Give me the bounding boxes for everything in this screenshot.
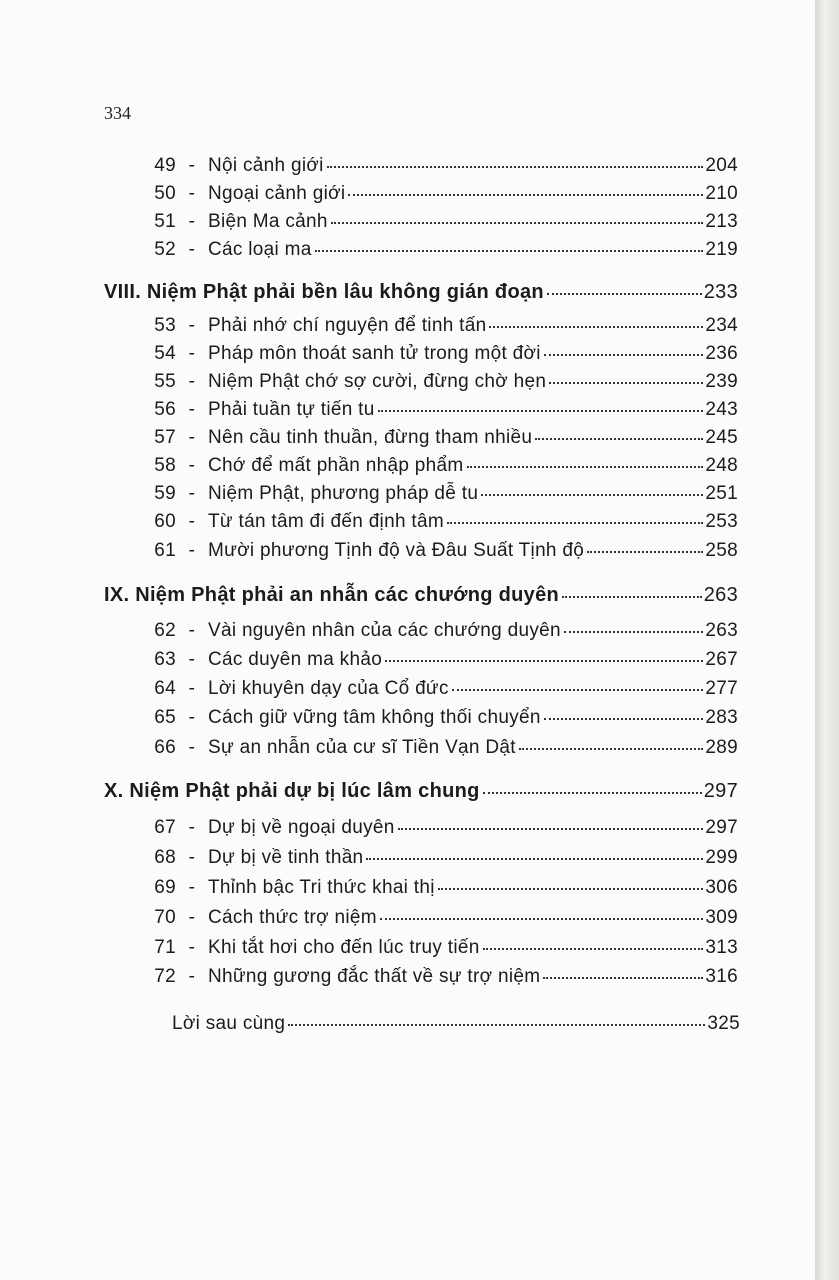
entry-number: 68 bbox=[154, 847, 176, 868]
entry-page: 236 bbox=[705, 343, 738, 364]
entry-page: 313 bbox=[705, 937, 738, 958]
entry-number: 64 bbox=[154, 678, 176, 699]
entry-page: 234 bbox=[705, 315, 738, 336]
entry-number: 69 bbox=[154, 877, 176, 898]
dot-leader bbox=[366, 858, 703, 860]
toc-entry bbox=[140, 455, 738, 477]
entry-dash: - bbox=[188, 540, 196, 561]
entry-title: Nội cảnh giới bbox=[208, 155, 324, 176]
entry-dash: - bbox=[188, 239, 196, 260]
entry-number: 59 bbox=[154, 483, 176, 504]
entry-number: 58 bbox=[154, 455, 176, 476]
entry-number: 66 bbox=[154, 737, 176, 758]
entry-page: 210 bbox=[705, 183, 738, 204]
dot-leader bbox=[547, 293, 702, 295]
toc-entry bbox=[140, 907, 738, 929]
entry-page: 306 bbox=[705, 877, 738, 898]
entry-page: 239 bbox=[705, 371, 738, 392]
dot-leader bbox=[315, 250, 704, 252]
entry-page: 299 bbox=[705, 847, 738, 868]
toc-entry bbox=[140, 817, 738, 839]
toc-entry bbox=[140, 427, 738, 449]
entry-title: Nên cầu tinh thuần, đừng tham nhiều bbox=[208, 427, 533, 448]
entry-number: 60 bbox=[154, 511, 176, 532]
entry-number: 61 bbox=[154, 540, 176, 561]
entry-title: Phải nhớ chí nguyện để tinh tấn bbox=[208, 315, 487, 336]
toc-entry bbox=[140, 239, 738, 261]
entry-page: 243 bbox=[705, 399, 738, 420]
dot-leader bbox=[543, 977, 703, 979]
entry-page: 258 bbox=[705, 540, 738, 561]
entry-dash: - bbox=[188, 649, 196, 670]
page-edge bbox=[815, 0, 839, 1280]
entry-title: Niệm Phật, phương pháp dễ tu bbox=[208, 483, 479, 504]
dot-leader bbox=[564, 631, 704, 633]
entry-number: 65 bbox=[154, 707, 176, 728]
dot-leader bbox=[483, 948, 704, 950]
entry-page: 245 bbox=[705, 427, 738, 448]
entry-dash: - bbox=[188, 937, 196, 958]
dot-leader bbox=[481, 494, 703, 496]
section-title: X. Niệm Phật phải dự bị lúc lâm chung bbox=[104, 780, 480, 802]
toc-entry bbox=[140, 707, 738, 729]
entry-number: 70 bbox=[154, 907, 176, 928]
entry-dash: - bbox=[188, 678, 196, 699]
entry-dash: - bbox=[188, 966, 196, 987]
entry-dash: - bbox=[188, 620, 196, 641]
entry-page: 253 bbox=[705, 511, 738, 532]
dot-leader bbox=[483, 792, 702, 794]
entry-page: 325 bbox=[707, 1013, 740, 1034]
entry-number: 49 bbox=[154, 155, 176, 176]
entry-dash: - bbox=[188, 707, 196, 728]
entry-title: Sự an nhẫn của cư sĩ Tiền Vạn Dật bbox=[208, 737, 516, 758]
entry-title: Ngoại cảnh giới bbox=[208, 183, 346, 204]
entry-title: Dự bị về tinh thần bbox=[208, 847, 364, 868]
entry-dash: - bbox=[188, 511, 196, 532]
entry-number: 50 bbox=[154, 183, 176, 204]
toc-entry bbox=[140, 183, 738, 205]
entry-dash: - bbox=[188, 455, 196, 476]
toc-entry bbox=[140, 937, 738, 959]
entry-title: Khi tắt hơi cho đến lúc truy tiến bbox=[208, 937, 480, 958]
entry-title: Biện Ma cảnh bbox=[208, 211, 328, 232]
entry-title: Vài nguyên nhân của các chướng duyên bbox=[208, 620, 561, 641]
entry-page: 251 bbox=[705, 483, 738, 504]
entry-title: Những gương đắc thất về sự trợ niệm bbox=[208, 966, 541, 987]
entry-title: Chớ để mất phần nhập phẩm bbox=[208, 455, 464, 476]
entry-page: 267 bbox=[705, 649, 738, 670]
toc-section-heading bbox=[104, 281, 738, 304]
entry-number: 56 bbox=[154, 399, 176, 420]
entry-page: 219 bbox=[705, 239, 738, 260]
dot-leader bbox=[288, 1024, 705, 1026]
section-title: VIII. Niệm Phật phải bền lâu không gián đoạn bbox=[104, 281, 544, 303]
dot-leader bbox=[562, 596, 702, 598]
section-page: 263 bbox=[703, 584, 738, 606]
entry-page: 263 bbox=[705, 620, 738, 641]
entry-title: Các loại ma bbox=[208, 239, 312, 260]
toc-entry bbox=[140, 649, 738, 671]
entry-title: Lời sau cùng bbox=[172, 1013, 286, 1034]
toc-entry bbox=[140, 343, 738, 365]
entry-page: 277 bbox=[705, 678, 738, 699]
entry-title: Phải tuần tự tiến tu bbox=[208, 399, 375, 420]
toc-entry bbox=[140, 155, 738, 177]
dot-leader bbox=[452, 689, 704, 691]
entry-page: 309 bbox=[705, 907, 738, 928]
dot-leader bbox=[544, 718, 704, 720]
entry-dash: - bbox=[188, 427, 196, 448]
section-page: 297 bbox=[703, 780, 738, 802]
entry-dash: - bbox=[188, 399, 196, 420]
toc-entry bbox=[140, 966, 738, 988]
toc-entry bbox=[140, 678, 738, 700]
entry-number: 55 bbox=[154, 371, 176, 392]
toc-entry bbox=[140, 620, 738, 642]
entry-dash: - bbox=[188, 847, 196, 868]
entry-number: 72 bbox=[154, 966, 176, 987]
entry-dash: - bbox=[188, 483, 196, 504]
toc-entry bbox=[140, 540, 738, 562]
entry-page: 283 bbox=[705, 707, 738, 728]
entry-page: 297 bbox=[705, 817, 738, 838]
entry-number: 52 bbox=[154, 239, 176, 260]
entry-title: Các duyên ma khảo bbox=[208, 649, 383, 670]
entry-title: Dự bị về ngoại duyên bbox=[208, 817, 395, 838]
entry-dash: - bbox=[188, 211, 196, 232]
page-number: 334 bbox=[104, 103, 131, 123]
dot-leader bbox=[380, 918, 703, 920]
dot-leader bbox=[398, 828, 704, 830]
dot-leader bbox=[348, 194, 703, 196]
dot-leader bbox=[549, 382, 703, 384]
entry-page: 213 bbox=[705, 211, 738, 232]
entry-dash: - bbox=[188, 907, 196, 928]
toc-entry bbox=[140, 371, 738, 393]
toc-entry bbox=[140, 877, 738, 899]
entry-dash: - bbox=[188, 817, 196, 838]
entry-number: 67 bbox=[154, 817, 176, 838]
entry-title: Thỉnh bậc Tri thức khai thị bbox=[208, 877, 435, 898]
dot-leader bbox=[447, 522, 703, 524]
entry-number: 53 bbox=[154, 315, 176, 336]
toc-entry bbox=[140, 737, 738, 759]
toc-section-heading bbox=[104, 584, 738, 607]
entry-number: 54 bbox=[154, 343, 176, 364]
entry-title: Cách thức trợ niệm bbox=[208, 907, 377, 928]
dot-leader bbox=[385, 660, 703, 662]
dot-leader bbox=[535, 438, 703, 440]
entry-page: 204 bbox=[705, 155, 738, 176]
entry-title: Pháp môn thoát sanh tử trong một đời bbox=[208, 343, 541, 364]
dot-leader bbox=[438, 888, 704, 890]
entry-page: 248 bbox=[705, 455, 738, 476]
toc-entry bbox=[140, 511, 738, 533]
toc-entry bbox=[140, 847, 738, 869]
entry-number: 63 bbox=[154, 649, 176, 670]
dot-leader bbox=[489, 326, 703, 328]
section-page: 233 bbox=[703, 281, 738, 303]
entry-dash: - bbox=[188, 315, 196, 336]
toc-entry bbox=[140, 483, 738, 505]
entry-dash: - bbox=[188, 877, 196, 898]
entry-title: Mười phương Tịnh độ và Đâu Suất Tịnh độ bbox=[208, 540, 585, 561]
entry-title: Lời khuyên dạy của Cổ đức bbox=[208, 678, 449, 699]
entry-page: 316 bbox=[705, 966, 738, 987]
entry-dash: - bbox=[188, 183, 196, 204]
dot-leader bbox=[587, 551, 703, 553]
entry-number: 57 bbox=[154, 427, 176, 448]
dot-leader bbox=[331, 222, 704, 224]
entry-dash: - bbox=[188, 155, 196, 176]
entry-title: Từ tán tâm đi đến định tâm bbox=[208, 511, 444, 532]
entry-number: 71 bbox=[154, 937, 176, 958]
dot-leader bbox=[544, 354, 704, 356]
entry-title: Niệm Phật chớ sợ cười, đừng chờ hẹn bbox=[208, 371, 547, 392]
dot-leader bbox=[467, 466, 704, 468]
entry-number: 51 bbox=[154, 211, 176, 232]
dot-leader bbox=[519, 748, 704, 750]
toc-section-heading bbox=[104, 780, 738, 803]
entry-dash: - bbox=[188, 343, 196, 364]
toc-entry bbox=[140, 315, 738, 337]
toc-entry bbox=[140, 399, 738, 421]
entry-title: Cách giữ vững tâm không thối chuyển bbox=[208, 707, 541, 728]
toc-entry bbox=[140, 211, 738, 233]
entry-dash: - bbox=[188, 371, 196, 392]
entry-dash: - bbox=[188, 737, 196, 758]
entry-page: 289 bbox=[705, 737, 738, 758]
dot-leader bbox=[378, 410, 704, 412]
section-title: IX. Niệm Phật phải an nhẫn các chướng duyên bbox=[104, 584, 560, 606]
toc-closing-entry bbox=[172, 1013, 740, 1035]
dot-leader bbox=[327, 166, 704, 168]
entry-number: 62 bbox=[154, 620, 176, 641]
